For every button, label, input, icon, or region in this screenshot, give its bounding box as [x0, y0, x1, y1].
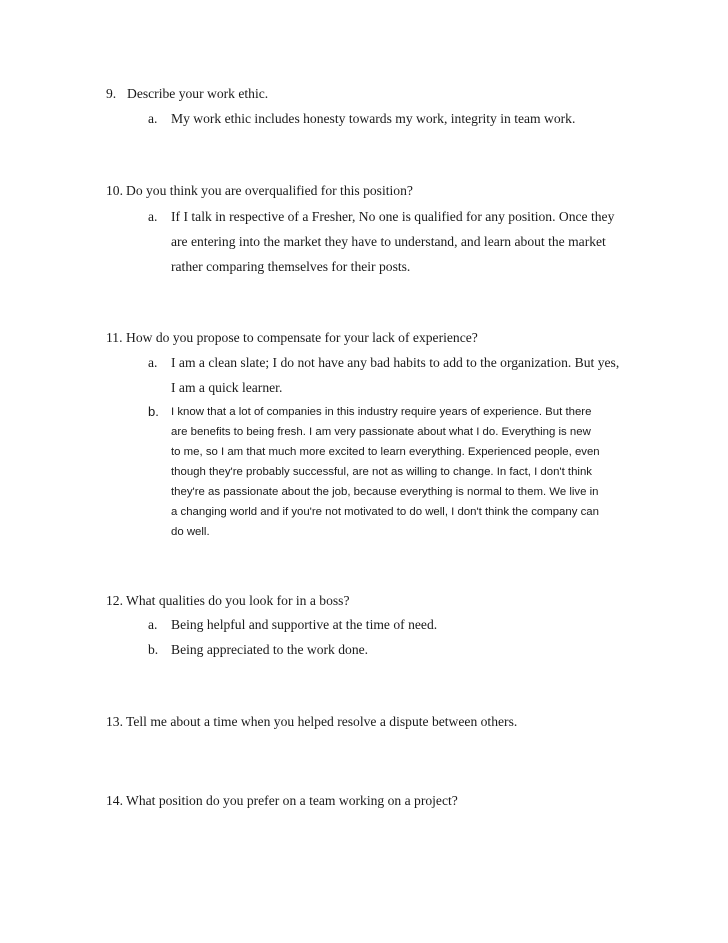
- answer-line: If I talk in respective of a Fresher, No one is qualified for any position. Once they: [171, 209, 615, 224]
- answer-line: Being appreciated to the work done.: [171, 642, 369, 657]
- question-number: 11.: [106, 330, 123, 345]
- answer-line: are benefits to being fresh. I am very passionate about what I do. Everything is new: [171, 426, 591, 438]
- answer-line: I know that a lot of companies in this industry require years of experience. But there: [171, 406, 592, 418]
- question-12: [106, 593, 350, 609]
- answer-line: My work ethic includes honesty towards my work, integrity in team work.: [171, 111, 576, 126]
- question-text: What qualities do you look for in a boss?: [126, 593, 350, 608]
- answer-letter: b.: [148, 642, 159, 657]
- question-number: 13.: [106, 714, 123, 729]
- answer-line: to me, so I am that much more excited to learn everything. Experienced people, even: [171, 446, 600, 458]
- answer-line: though they're probably successful, are not as willing to change. In fact, I don't think: [171, 466, 592, 478]
- question-14: [106, 793, 458, 809]
- answer-letter: a.: [148, 209, 158, 224]
- question-9: [106, 86, 268, 102]
- answer-line: do well.: [171, 526, 210, 538]
- question-text: Do you think you are overqualified for this position?: [126, 183, 413, 198]
- question-text: What position do you prefer on a team working on a project?: [126, 793, 458, 808]
- answer-letter: a.: [148, 617, 158, 632]
- question-number: 9.: [106, 86, 117, 101]
- question-number: 12.: [106, 593, 123, 608]
- question-11: [106, 330, 478, 346]
- answer-letter: a.: [148, 111, 158, 126]
- question-text: How do you propose to compensate for your lack of experience?: [126, 330, 478, 345]
- question-10: [106, 183, 413, 199]
- answer-line: they're as passionate about the job, because everything is normal to them. We live in: [171, 486, 599, 498]
- answer-line: I am a quick learner.: [171, 380, 283, 395]
- question-13: [106, 714, 517, 730]
- answer-line: I am a clean slate; I do not have any bad habits to add to the organization. But yes,: [171, 355, 620, 370]
- answer-line: rather comparing themselves for their posts.: [171, 259, 411, 274]
- question-number: 14.: [106, 793, 123, 808]
- answer-line: are entering into the market they have to understand, and learn about the market: [171, 234, 606, 249]
- answer-line: a changing world and if you're not motivated to do well, I don't think the company can: [171, 506, 599, 518]
- answer-letter: a.: [148, 355, 158, 370]
- question-text: Describe your work ethic.: [127, 86, 269, 101]
- answer-letter: b.: [148, 404, 159, 419]
- question-number: 10.: [106, 183, 123, 198]
- question-text: Tell me about a time when you helped resolve a dispute between others.: [126, 714, 518, 729]
- answer-line: Being helpful and supportive at the time of need.: [171, 617, 438, 632]
